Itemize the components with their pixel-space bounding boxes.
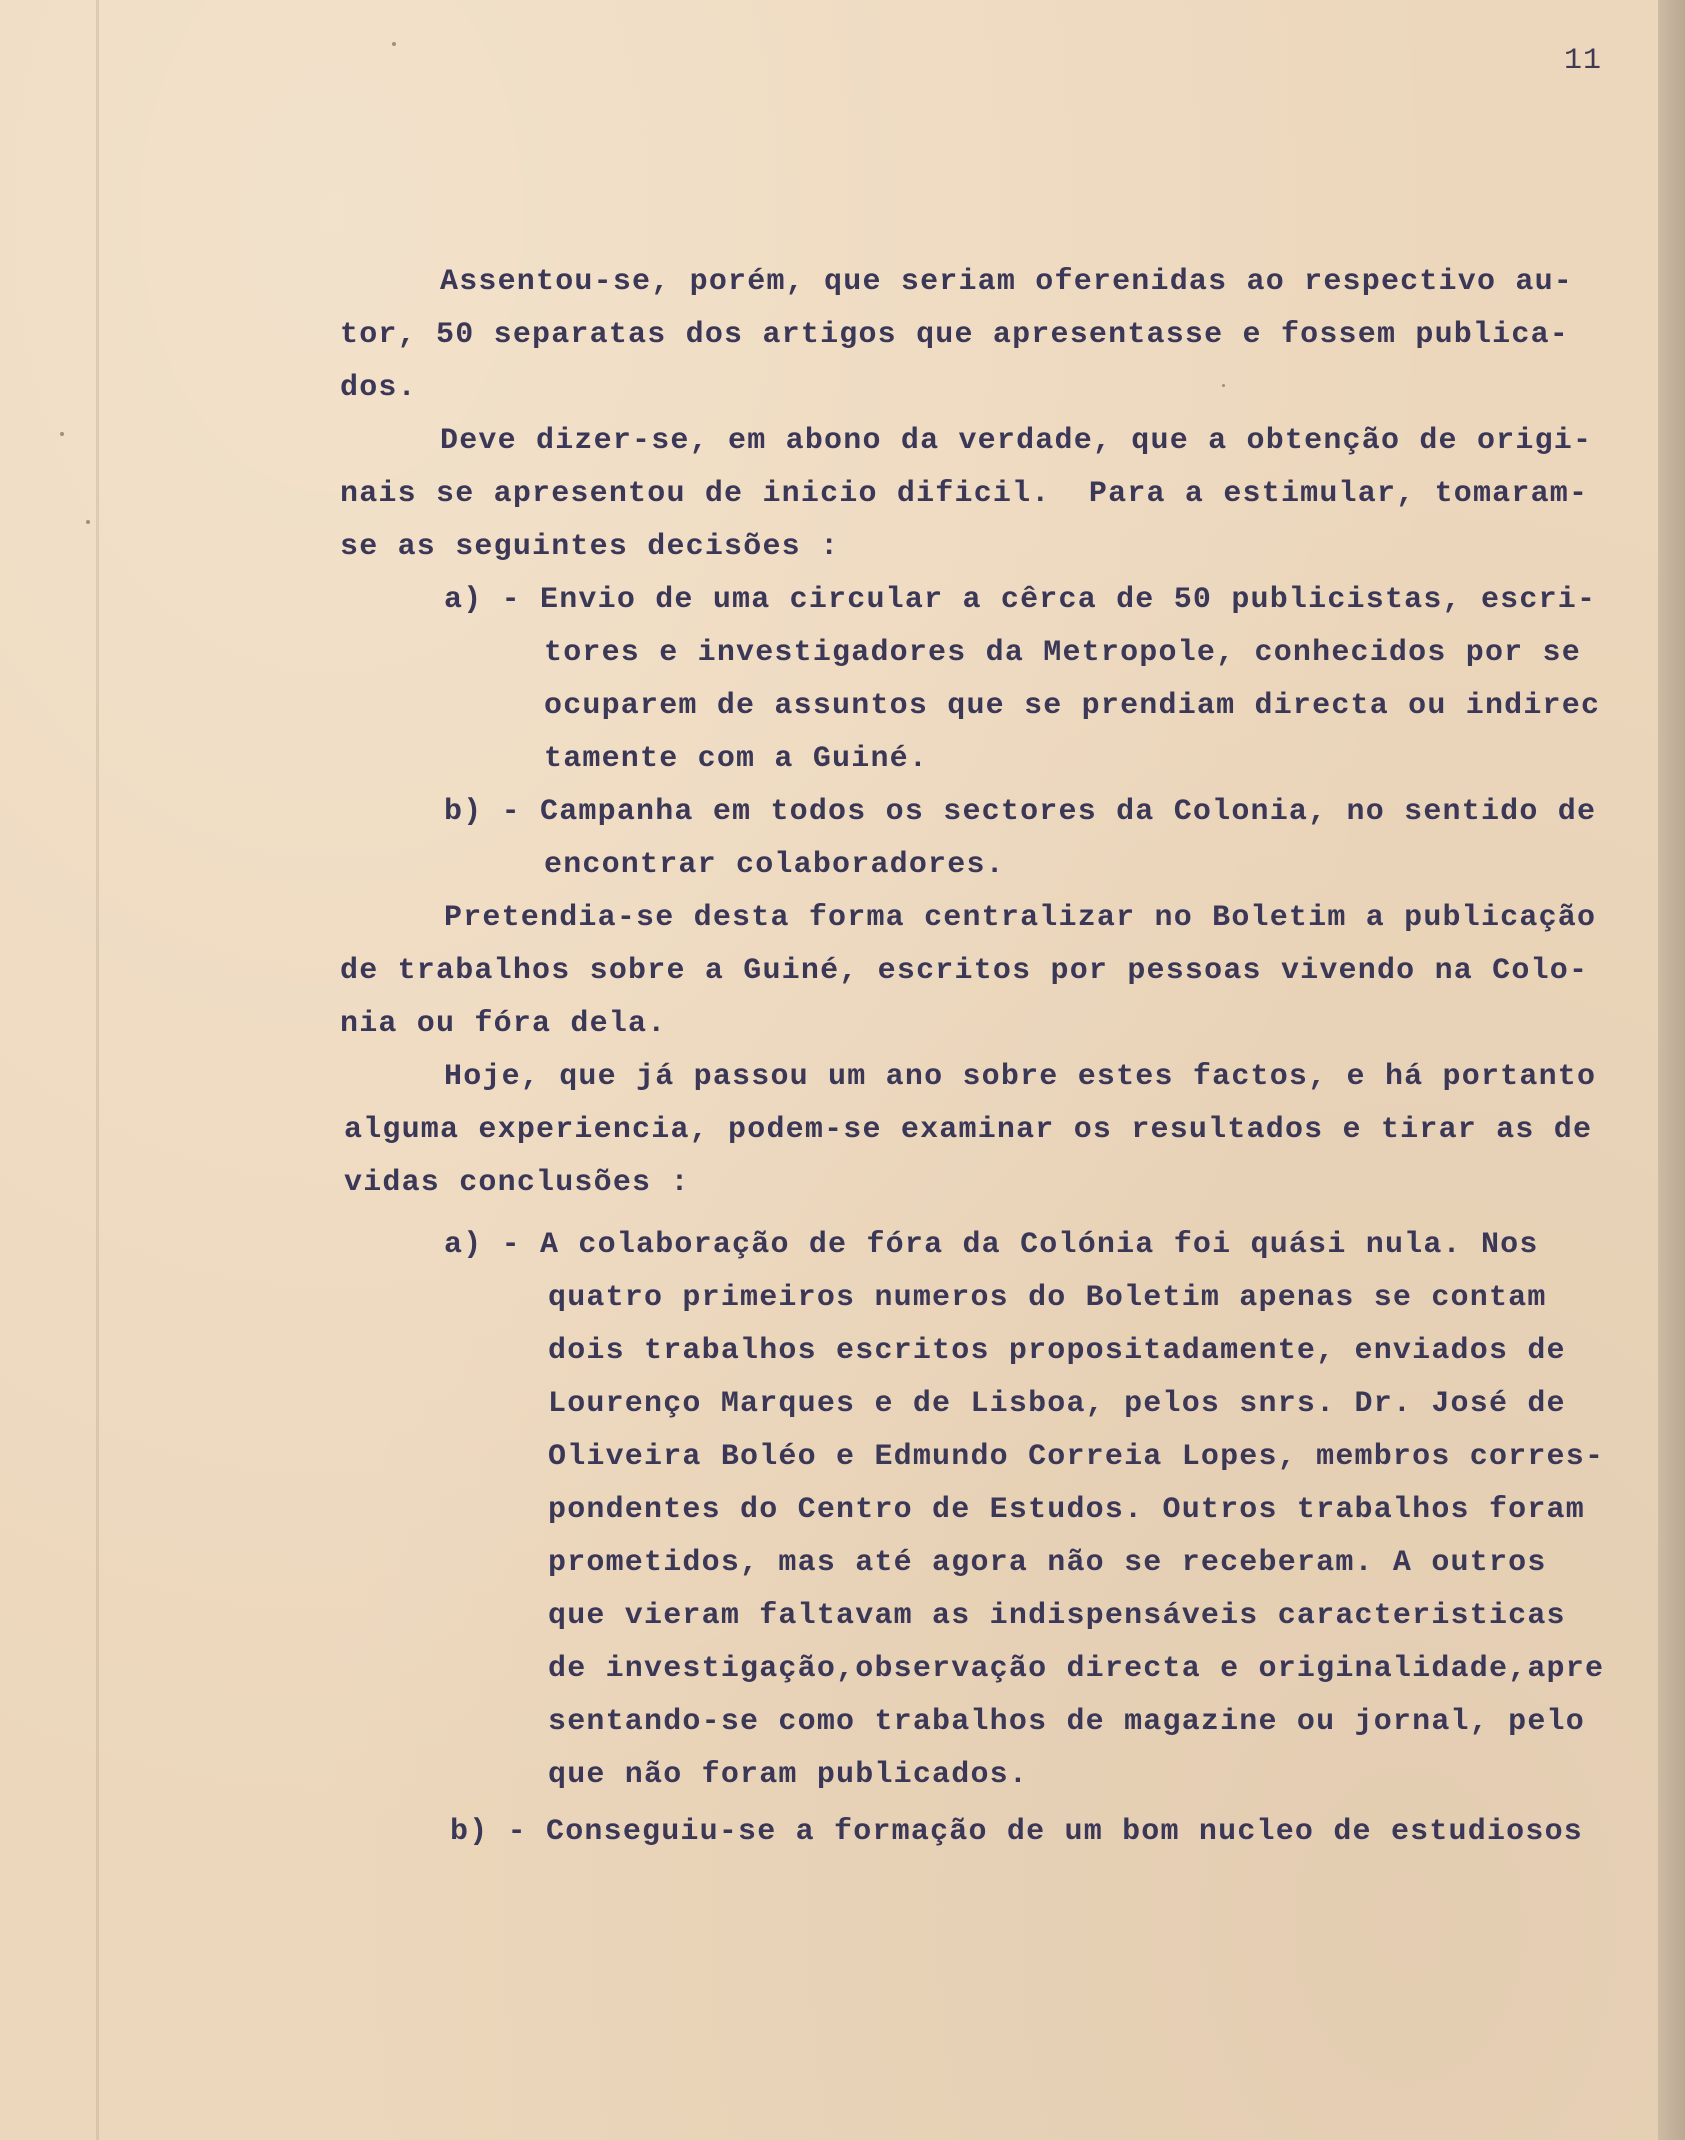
text-line: prometidos, mas até agora não se receberam. A outros <box>548 1546 1547 1580</box>
text-line: que não foram publicados. <box>548 1758 1029 1792</box>
text-line: pondentes do Centro de Estudos. Outros trabalhos foram <box>548 1493 1585 1527</box>
text-line: Deve dizer-se, em abono da verdade, que a obtenção de origi- <box>440 424 1593 458</box>
text-line: Oliveira Boléo e Edmundo Correia Lopes, membros corres- <box>548 1440 1605 1474</box>
text-line: tores e investigadores da Metropole, conhecidos por se <box>544 636 1581 670</box>
text-line: Pretendia-se desta forma centralizar no Boletim a publicação <box>444 901 1597 935</box>
text-line: tor, 50 separatas dos artigos que apresentasse e fossem publica- <box>340 318 1569 352</box>
text-line: a) - Envio de uma circular a cêrca de 50 publicistas, escri- <box>444 583 1597 617</box>
text-line: alguma experiencia, podem-se examinar os resultados e tirar as de <box>344 1113 1593 1147</box>
text-line: nia ou fóra dela. <box>340 1007 667 1041</box>
text-line: a) - A colaboração de fóra da Colónia foi quási nula. Nos <box>444 1228 1539 1262</box>
text-line: b) - Conseguiu-se a formação de um bom nucleo de estudiosos <box>450 1815 1583 1849</box>
text-line: vidas conclusões : <box>344 1166 690 1200</box>
text-line: ocuparem de assuntos que se prendiam directa ou indirec <box>544 689 1601 723</box>
page-edge <box>1658 0 1685 2140</box>
text-line: dos. <box>340 371 417 405</box>
text-line: quatro primeiros numeros do Boletim apenas se contam <box>548 1281 1547 1315</box>
text-line: se as seguintes decisões : <box>340 530 840 564</box>
text-line: dois trabalhos escritos propositadamente, enviados de <box>548 1334 1566 1368</box>
text-line: Lourenço Marques e de Lisboa, pelos snrs. Dr. José de <box>548 1387 1566 1421</box>
text-line: que vieram faltavam as indispensáveis caracteristicas <box>548 1599 1566 1633</box>
text-line: Assentou-se, porém, que seriam oferenidas ao respectivo au- <box>440 265 1573 299</box>
text-line: encontrar colaboradores. <box>544 848 1005 882</box>
text-line: sentando-se como trabalhos de magazine ou jornal, pelo <box>548 1705 1585 1739</box>
text-line: de investigação,observação directa e originalidade,apre <box>548 1652 1605 1686</box>
text-line: Hoje, que já passou um ano sobre estes factos, e há portanto <box>444 1060 1597 1094</box>
text-line: tamente com a Guiné. <box>544 742 929 776</box>
text-line: de trabalhos sobre a Guiné, escritos por pessoas vivendo na Colo- <box>340 954 1589 988</box>
text-line: b) - Campanha em todos os sectores da Colonia, no sentido de <box>444 795 1597 829</box>
page-number: 11 <box>1564 44 1603 78</box>
text-line: nais se apresentou de inicio dificil. Para a estimular, tomaram- <box>340 477 1589 511</box>
